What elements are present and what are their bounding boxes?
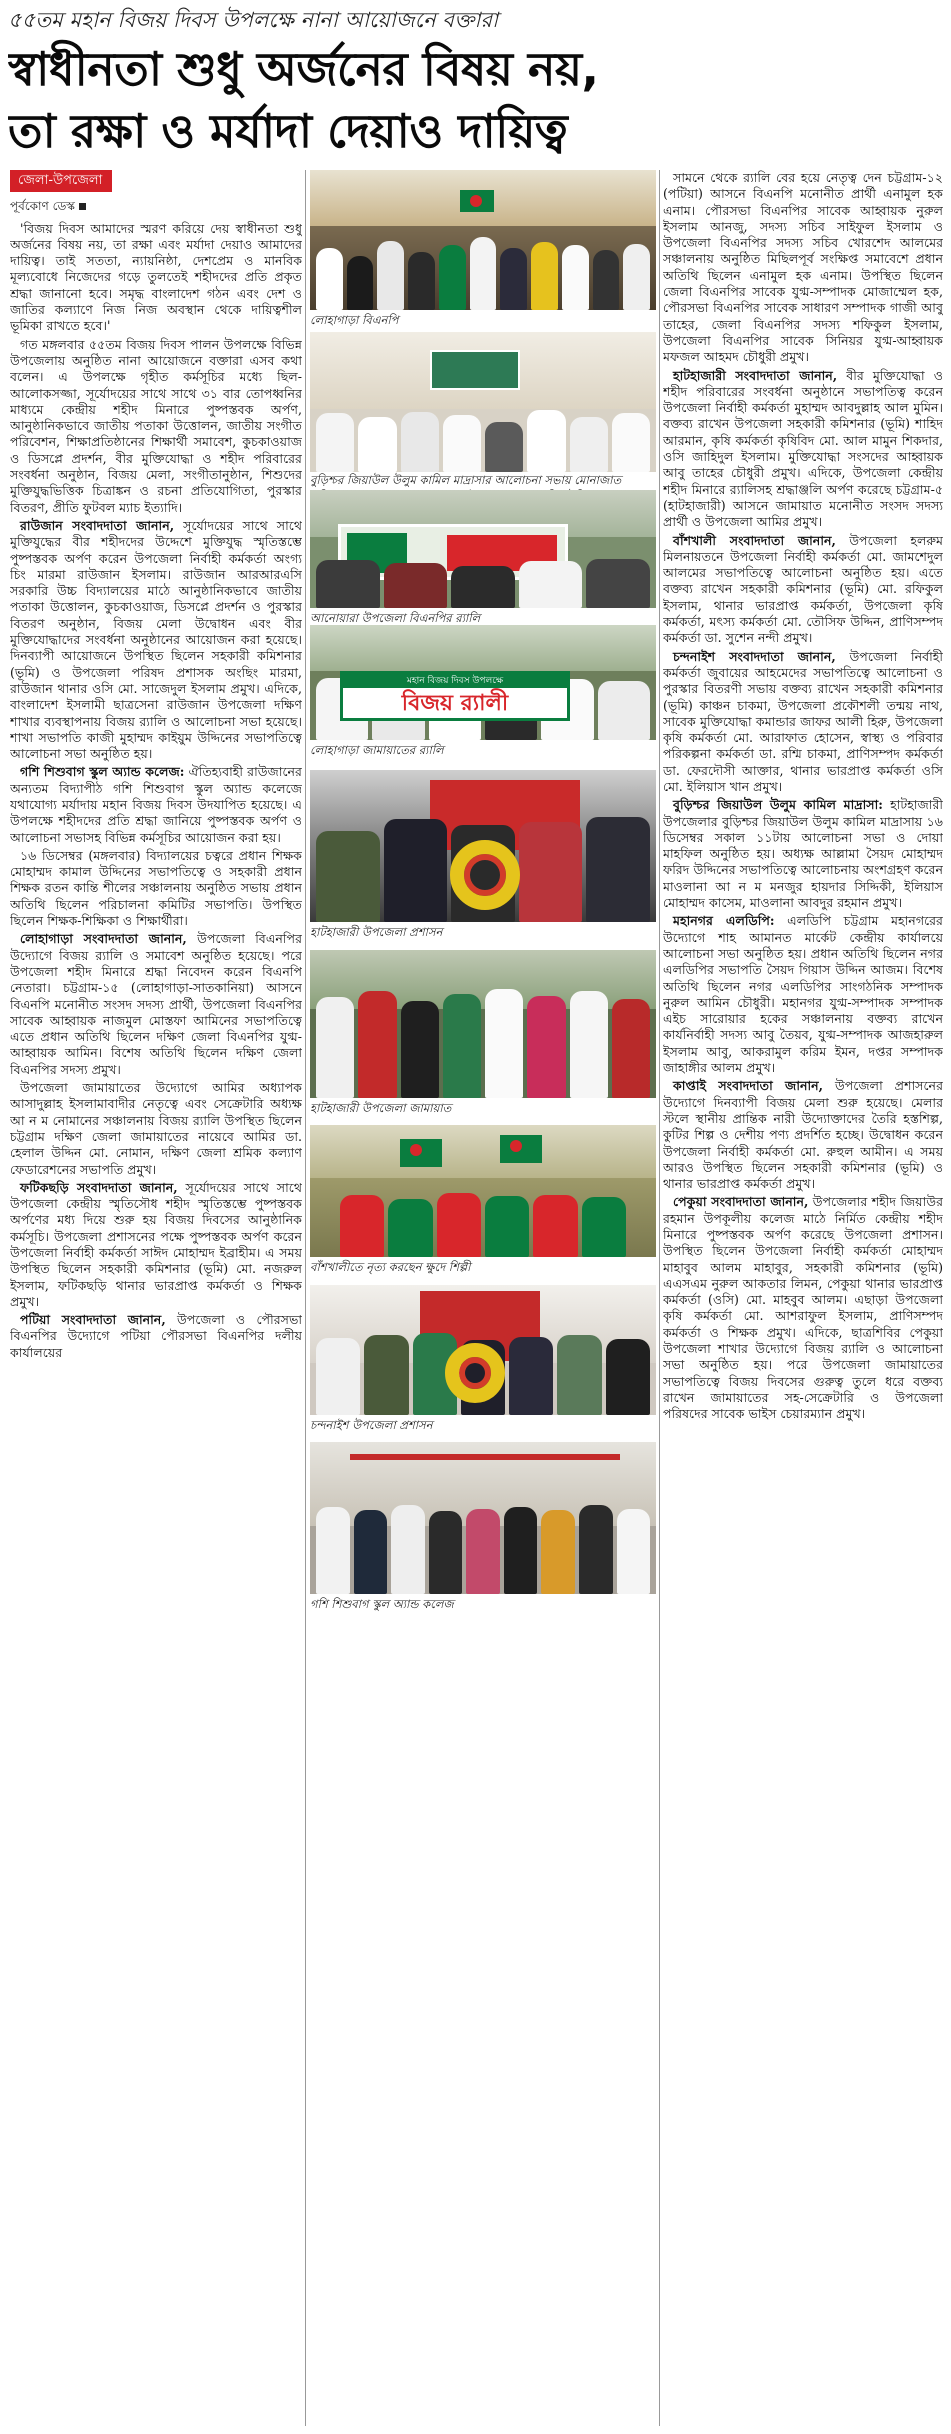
paragraph-text: 'বিজয় দিবস আমাদের স্মরণ করিয়ে দেয় স্বাধীনতা শুধু অর্জনের বিষয় নয়, তা রক্ষা এবং মর্যাদা দেয়াও আমাদের দায়িত্ব। তাই সততা, ন্যায়নিষ্ঠা, দেশপ্রেম ও মানবিক মূল্যবোধে নিজেদের গড়ে তুলতেই শহীদদের প্রতি প্রকৃত শ্রদ্ধা জানানো হবে। সমৃদ্ধ বাংলাদেশ গঠন এবং দেশ ও জাতির কল্যাণে নিজ নিজ অবস্থান থেকে দায়িত্বশীল ভূমিকা রাখতে হবে।' [10, 220, 302, 334]
paragraph [663, 649, 943, 796]
photo-caption: হাটহাজারী উপজেলা জামায়াত [310, 1101, 452, 1115]
photo-caption: লোহাগাড়া বিএনপি [310, 313, 399, 327]
paragraph [10, 1312, 302, 1361]
paragraph-text: উপজেলা হলরুম মিলনায়তনে উপজেলা নির্বাহী কর্মকর্তা মো. জামশেদুল আলমের সভাপতিত্বে আলোচনা অনুষ্ঠিত হয়। এতে বক্তব্য রাখেন সহকারী কমিশনার (ভূমি) মো. রফিকুল ইসলাম, থানার ভারপ্রাপ্ত কর্মকর্তা, উপজেলা কৃষি কর্মকর্তা, মৎস্য কর্মকর্তা মো. তৌসিফ উদ্দিন, প্রাণিসম্পদ কর্মকর্তা ডা. সুশেন নন্দী প্রমুখ। [663, 532, 943, 646]
photo-goshi-school [310, 1442, 656, 1614]
photo-image [310, 332, 656, 472]
banner-small-text: মহান বিজয় দিবস উপলক্ষে [343, 674, 567, 688]
paragraph-text: উপজেলা ও পৌরসভা বিএনপির উদ্যোগে পটিয়া পৌরসভা বিএনপির দলীয় কার্যালয়ের [10, 1312, 302, 1360]
photo-caption: বুড়িশ্চর জিয়াউল উলুম কামিল মাদ্রাসার আলোচনা সভায় মোনাজাত [310, 473, 622, 487]
paragraph-lead: বুড়িশ্চর জিয়াউল উলুম কামিল মাদ্রাসা: [673, 797, 883, 813]
paragraph-text: উপজেলা জামায়াতের উদ্যোগে আমির অধ্যাপক আসাদুল্লাহ ইসলামাবাদীর নেতৃত্বে এবং সেক্রেটারি অধ্যক্ষ আ ন ম নোমানের সঞ্চালনায় বিজয় র‍্যালি উপস্থিত ছিলেন চট্টগ্রাম দক্ষিণ জেলা জামায়াতের নায়েবে আমির ডা. হেলাল উদ্দিন মো. নোমান, দক্ষিণ জেলা শ্রমিক কল্যাণ ফেডারেশনের সভাপতি প্রমুখ। [10, 1080, 302, 1177]
paragraph-text: উপজেলা নির্বাহী কর্মকর্তা জুবায়ের আহমেদের সভাপতিত্বে আলোচনা ও পুরস্কার বিতরণী সভায় বক্তব্য রাখেন সহকারী কমিশনার (ভূমি) কাঞ্চন চাকমা, উপজেলা প্রকৌশলী তন্ময় নাথ, সাবেক মুক্তিযোদ্ধা কমান্ডার জাফর আলী হিরু, উপজেলা কৃষি কর্মকর্তা মো. আরাফাত হোসেন, স্বাস্থ্য ও পরিবার পরিকল্পনা কর্মকর্তা ডা. রশ্মি চাকমা, প্রাণিসম্পদ কর্মকর্তা ডা. ফেরদৌসী আক্তার, থানার ভারপ্রাপ্ত কর্মকর্তা ওসি মো. ইলিয়াস খান প্রমুখ। [663, 648, 943, 794]
photo-caption: বাঁশখালীতে নৃত্য করছেন ক্ষুদে শিল্পী [310, 1260, 471, 1274]
photo-madrasa [310, 332, 656, 504]
paragraph [663, 1194, 943, 1422]
photo-image [310, 625, 656, 740]
right-column [663, 170, 943, 2426]
wreath-icon [450, 840, 520, 910]
paragraph [10, 337, 302, 516]
photo-lohagara-jamaat [310, 625, 656, 760]
photo-hathazari-jamaat [310, 950, 656, 1118]
crowd [316, 388, 650, 472]
paragraph-lead: কাপ্তাই সংবাদদাতা জানান, [673, 1078, 824, 1094]
photo-caption: হাটহাজারী উপজেলা প্রশাসন [310, 925, 443, 939]
flag-icon [400, 1139, 442, 1167]
paragraph [10, 1180, 302, 1310]
crowd [316, 233, 650, 310]
byline [10, 198, 302, 214]
photo-caption: লোহাগাড়া জামায়াতের র‍্যালি [310, 743, 444, 757]
paragraph-text: ১৬ ডিসেম্বর (মঙ্গলবার) বিদ্যালয়ের চত্বরে প্রধান শিক্ষক মোহাম্মদ কামাল উদ্দিনের সভাপতিত্বে ও সহকারী প্রধান শিক্ষক রতন কান্তি শীলের সঞ্চালনায় অনুষ্ঠিত সভায় প্রধান অতিথি ছিলেন পরিচালনা কমিটির সভাপতি। উপস্থিত ছিলেন শিক্ষক-শিক্ষিকা ও শিক্ষার্থীরা। [10, 847, 302, 929]
paragraph-text: উপজেলা প্রশাসনের উদ্যোগে দিনব্যাপী বিজয় মেলা শুরু হয়েছে। মেলার স্টলে স্থানীয় প্রান্তিক নারী উদ্যোক্তাদের তৈরি হস্তশিল্প, কুটির শিল্প ও দেশীয় পণ্য প্রদর্শিত হচ্ছে। উদ্বোধন করেন উপজেলা নির্বাহী কর্মকর্তা মো. রুহুল আমীন। এ সময় আরও উপস্থিত ছিলেন সহকারী কমিশনার (ভূমি) ও থানার ভারপ্রাপ্ত কর্মকর্তা প্রমুখ। [663, 1078, 943, 1192]
banner-big-text: বিজয় র‍্যালী [401, 691, 509, 716]
paragraph-lead: পেকুয়া সংবাদদাতা জানান, [673, 1194, 809, 1210]
paragraph-text: উপজেলা বিএনপির উদ্যোগে বিজয় র‍্যালি ও সমাবেশ অনুষ্ঠিত হয়েছে। পরে উপজেলা শহীদ মিনারে শ্রদ্ধা নিবেদন করেন বিএনপি নেতারা। চট্টগ্রাম-১৫ (লোহাগাড়া-সাতকানিয়া) আসনে বিএনপি মনোনীত সংসদ সদস্য প্রার্থী, উপজেলা বিএনপির সাবেক আহ্বায়ক নাজমুল মোস্তফা আমিনের সভাপতিত্বে এতে প্রধান অতিথি ছিলেন দক্ষিণ জেলা বিএনপির যুগ্ম-আহ্বায়ক আমিন। বিশেষ অতিথি ছিলেন দক্ষিণ জেলা বিএনপির সদস্য প্রমুখ। [10, 931, 302, 1077]
photo-chandanaish-admin [310, 1285, 656, 1435]
byline-text: পূর্বকোণ ডেস্ক [10, 199, 75, 214]
paragraph-text: সূর্যোদয়ের সাথে সাথে মুক্তিযুদ্ধের বীর শহীদদের উদ্দেশে মুক্তিযুদ্ধ স্মৃতিস্তম্ভে পুষ্পস্তবক অর্পণ করেন উপজেলা নির্বাহী কর্মকর্তা অংগ্য চিং মারমা রাউজান ইসলাম। রাউজান আরআরএসি সরকারি উচ্চ বিদ্যালয়ের মাঠে আনুষ্ঠানিকভাবে জাতীয় পতাকা উত্তোলন, কুচকাওয়াজ, ডিসপ্লে প্রদর্শন ও পুরস্কার বিতরণ অনুষ্ঠান, বিজয় মেলা উদ্বোধন এবং বীর মুক্তিযোদ্ধাদের সংবর্ধনা অনুষ্ঠানের আয়োজন করা হয়েছে। দিনব্যাপী আয়োজনে উপস্থিত ছিলেন সহকারী কমিশনার (ভূমি) ও উপজেলা পরিষদ প্রশাসক অংছিং মারমা, রাউজান থানার ওসি মো. সাজেদুল ইসলাম প্রমুখ। এদিকে, বাংলাদেশ ইসলামী ছাত্রসেনা রাউজান উপজেলা দক্ষিণ শাখার ব্যবস্থাপনায় বিজয় র‍্যালি ও আলোচনা সভা হয়েছে। শাখা সভাপতি কাজী মুহাম্মদ কাইয়ুম উদ্দিনের সভাপতিত্বে আলোচনা সভা অনুষ্ঠিত হয়। [10, 517, 302, 762]
photo-caption: চন্দনাইশ উপজেলা প্রশাসন [310, 1418, 433, 1432]
headline-line-2: তা রক্ষা ও মর্যাদা দেয়াও দায়িত্ব [8, 104, 568, 158]
paragraph [10, 931, 302, 1078]
paragraph [10, 764, 302, 845]
section-tag: জেলা-উপজেলা [10, 170, 112, 192]
paragraph-text: সামনে থেকে র‍্যালি বের হয়ে নেতৃত্ব দেন চট্টগ্রাম-১২ (পটিয়া) আসনে বিএনপি মনোনীত প্রার্থী এনামুল হক এনাম। পৌরসভা বিএনপির সাবেক আহ্বায়ক নুরুল ইসলাম আনজু, সদস্য সচিব সাইফুল ইসলাম ও উপজেলা বিএনপির সদস্য সচিব খোরশেদ আলমের সঞ্চালনায় অনুষ্ঠিত মিছিলপূর্ব সংক্ষিপ্ত সমাবেশে প্রধান অতিথি ছিলেন এনামুল হক এনাম। উপস্থিত ছিলেন জেলা বিএনপির সাবেক যুগ্ম-সম্পাদক মোজাম্মেল হক, পৌরসভা বিএনপির সাবেক সাধারণ সম্পাদক গাজী আবু তাহের, জেলা বিএনপির সদস্য শফিকুল ইসলাম, উপজেলা বিএনপির সাবেক সিনিয়র যুগ্ম-আহ্বায়ক মফজল আহমদ চৌধুরী প্রমুখ। [663, 170, 943, 365]
paragraph [663, 913, 943, 1076]
paragraph-text: ঐতিহ্যবাহী রাউজানের অন্যতম বিদ্যাপীঠ গশি শিশুবাগ স্কুল অ্যান্ড কলেজে যথাযোগ্য মর্যাদায় মহান বিজয় দিবস উদযাপিত হয়েছে। এ উপলক্ষে শহীদদের প্রতি শ্রদ্ধা জানিয়ে পুষ্পস্তবক অর্পণ ও আলোচনা সভাসহ বিভিন্ন কর্মসূচির আয়োজন করা হয়। [10, 764, 302, 845]
photo-image [310, 490, 656, 608]
photo-image [310, 950, 656, 1098]
photo-banshkhali-dance [310, 1125, 656, 1277]
wall-banner [430, 350, 520, 390]
paragraph-lead: গশি শিশুবাগ স্কুল অ্যান্ড কলেজ: [20, 764, 185, 780]
photo-hathazari-admin [310, 770, 656, 942]
headline [8, 38, 943, 162]
paragraph [10, 221, 302, 335]
paragraph [10, 848, 302, 929]
photo-image [310, 1125, 656, 1257]
paragraph-text: গত মঙ্গলবার ৫৫তম বিজয় দিবস পালন উপলক্ষে বিভিন্ন উপজেলায় অনুষ্ঠিত নানা আয়োজনে বক্তারা এসব কথা বলেন। এ উপলক্ষে গৃহীত কর্মসূচির মধ্যে ছিল- আলোকসজ্জা, সূর্যোদয়ের সাথে সাথে ৩১ বার তোপধ্বনির মাধ্যমে কেন্দ্রীয় শহীদ মিনারে পুষ্পস্তবক অর্পণ, আনুষ্ঠানিকভাবে জাতীয় পতাকা উত্তোলন, জাতীয় সংগীত পরিবেশন, শিক্ষাপ্রতিষ্ঠানের শিক্ষার্থী সমাবেশ, কুচকাওয়াজ ও ডিসপ্লে প্রদর্শন, বীর মুক্তিযোদ্ধা ও শহীদ পরিবারের সংবর্ধনা অনুষ্ঠান, বিজয় মেলা, সংগীতানুষ্ঠান, শিশুদের মুক্তিযুদ্ধভিত্তিক চিত্রাঙ্কন ও রচনা প্রতিযোগিতা, পুরস্কার বিতরণ, প্রীতি ফুটবল ম্যাচ ইত্যাদি। [10, 336, 302, 515]
wreath-icon [445, 1343, 505, 1403]
paragraph [663, 170, 943, 366]
photo-image [310, 770, 656, 922]
photo-image [310, 1442, 656, 1594]
flag-icon [460, 190, 494, 212]
photo-caption: গশি শিশুবাগ স্কুল অ্যান্ড কলেজ [310, 1597, 454, 1611]
paragraph [663, 368, 943, 531]
left-paragraphs [10, 221, 302, 1361]
right-paragraphs [663, 170, 943, 1423]
kicker: ৫৫তম মহান বিজয় দিবস উপলক্ষে নানা আয়োজনে বক্তারা [8, 8, 499, 32]
paragraph-lead: মহানগর এলডিপি: [673, 913, 775, 929]
paragraph-lead: লোহাগাড়া সংবাদদাতা জানান, [20, 931, 187, 947]
paragraph-text: হাটহাজারী উপজেলার বুড়িশ্চর জিয়াউল উলুম কামিল মাদ্রাসায় ১৬ ডিসেম্বর সকাল ১১টায় আলোচনা সভা ও দোয়া মাহফিল অনুষ্ঠিত হয়। অধ্যক্ষ আল্লামা সৈয়দ মোহাম্মদ ফরিদ উদ্দিনের সভাপতিত্বে আলোচনায় অংশগ্রহণ করেন মাওলানা আ ন ম মনজুর হায়দার সিদ্দিকী, ইলিয়াস মোহাম্মদ কাসেম, মাওলানা আবদুর রহমান প্রমুখ। [663, 797, 943, 911]
crowd [316, 555, 650, 608]
paragraph-lead: পটিয়া সংবাদদাতা জানান, [20, 1312, 166, 1328]
paragraph-lead: চন্দনাইশ সংবাদদাতা জানান, [673, 648, 836, 664]
paragraph-text: বীর মুক্তিযোদ্ধা ও শহীদ পরিবারের সংবর্ধনা অনুষ্ঠানে সভাপতিত্ব করেন উপজেলা নির্বাহী কর্মকর্তা মুহাম্মদ আবদুল্লাহ আল মুমিন। বক্তব্য রাখেন উপজেলা সহকারী কমিশনার (ভূমি) শাহিদ আরমান, কৃষি কর্মকর্তা কৃষিবিদ মো. আল মামুন শিকদার, ওসি জাহিদুল ইসলাম। মুক্তিযোদ্ধা সংসদের আহ্বায়ক আবু তাহের চৌধুরী প্রমুখ। এদিকে, উপজেলা কেন্দ্রীয় শহীদ মিনারে র‍্যালিসহ শ্রদ্ধাঞ্জলি অর্পণ করেছে চট্টগ্রাম-৫ (হাটহাজারী) আসনে জামায়াত মনোনীত সংসদ সদস্য প্রার্থী ও উপজেলা আমির প্রমুখ। [663, 367, 943, 530]
crowd [316, 980, 650, 1098]
crowd [316, 1495, 650, 1594]
paragraph [663, 1078, 943, 1192]
paragraph [663, 533, 943, 647]
paragraph [10, 1080, 302, 1178]
paragraph-lead: বাঁশখালী সংবাদদাতা জানান, [673, 532, 836, 548]
column-divider [305, 170, 306, 2426]
paragraph-lead: রাউজান সংবাদদাতা জানান, [20, 517, 175, 533]
paragraph-text: সূর্যোদয়ের সাথে সাথে উপজেলা কেন্দ্রীয় স্মৃতিসৌধ শহীদ স্মৃতিস্তম্ভে পুষ্পস্তবক অর্পণের মধ্য দিয়ে শুরু হয় বিজয় দিবসের আনুষ্ঠানিক কর্মসূচি। উপজেলা প্রশাসনের পক্ষে পুষ্পস্তবক অর্পণ করেন উপজেলা নির্বাহী কর্মকর্তা সাঈদ মোহাম্মদ ইব্রাহীম। এ সময় উপস্থিত ছিলেন সহকারী কমিশনার (ভূমি) মো. নজরুল ইসলাম, ফটিকছড়ি থানার ভারপ্রাপ্ত কর্মকর্তা ও শিক্ষক প্রমুখ। [10, 1179, 302, 1309]
paragraph-lead: হাটহাজারী সংবাদদাতা জানান, [673, 367, 838, 383]
photo-caption: আনোয়ারা উপজেলা বিএনপির র‍্যালি [310, 611, 481, 625]
photo-image [310, 170, 656, 310]
paragraph-text: এলডিপি চট্টগ্রাম মহানগরের উদ্যোগে শাহ আমানত মার্কেট কেন্দ্রীয় কার্যালয়ে আলোচনা সভা অনুষ্ঠিত হয়। প্রধান অতিথি ছিলেন নগর এলডিপির সভাপতি সৈয়দ গিয়াস উদ্দিন আজম। বিশেষ অতিথি ছিলেন নগর এলডিপির সাংগঠনিক সম্পাদক নুরুল আমিন চৌধুরী। মহানগর যুগ্ম-সম্পাদক সম্পাদক এইচ সারোয়ার হকের সঞ্চালনায় বক্তব্য রাখেন কার্যনির্বাহী সদস্য আবু তৈয়ব, যুগ্ম-সম্পাদক আজহারুল ইসলাম আবু, আকরামুল করিম ইমন, দপ্তর সম্পাদক জাহাঙ্গীর আলম প্রমুখ। [663, 913, 943, 1076]
photo-anowara-bnp [310, 490, 656, 628]
headline-line-1: স্বাধীনতা শুধু অর্জনের বিষয় নয়, [8, 42, 599, 96]
paragraph [10, 518, 302, 762]
flag-icon [500, 1135, 542, 1163]
paragraph-lead: ফটিকছড়ি সংবাদদাতা জানান, [20, 1179, 178, 1195]
column-divider [659, 170, 660, 2426]
photo-image [310, 1285, 656, 1415]
left-column [10, 170, 302, 2426]
photo-lohagara-bnp [310, 170, 656, 330]
monument-frame [350, 1454, 620, 1494]
paragraph [663, 797, 943, 911]
square-icon [79, 203, 86, 210]
vijay-rally-banner [340, 671, 570, 721]
dancers [340, 1184, 626, 1257]
paragraph-text: উপজেলার শহীদ জিয়াউর রহমান উপকূলীয় কলেজ মাঠে নির্মিত কেন্দ্রীয় শহীদ মিনারে পুষ্পস্তবক অর্পণ করেছে উপজেলা প্রশাসন। উপস্থিত ছিলেন উপজেলা নির্বাহী কর্মকর্তা মোহাম্মদ মাহাবুব আলম মাহাবুর, সহকারী কমিশনার (ভূমি) এএসএম নুরুল আকতার লিমন, পেকুয়া থানার ভারপ্রাপ্ত কর্মকর্তা (ওসি) মো. মাহবুব আলম। এছাড়া উপজেলা কৃষি কর্মকর্তা মো. আশরাফুল ইসলাম, প্রাণিসম্পদ কর্মকর্তা ও শিক্ষক প্রমুখ। এদিকে, ছাত্রশিবির পেকুয়া উপজেলা শাখার উদ্যোগে বিজয় র‍্যালি ও আলোচনা সভা অনুষ্ঠিত হয়। পরে উপজেলা জামায়াতের সভাপতিত্বে বিজয় দিবসের গুরুত্ব তুলে ধরে বক্তব্য রাখেন জামায়াতের সহ-সেক্রেটারি ও উপজেলা পরিষদের সাবেক ভাইস চেয়ারম্যান প্রমুখ। [663, 1194, 943, 1422]
